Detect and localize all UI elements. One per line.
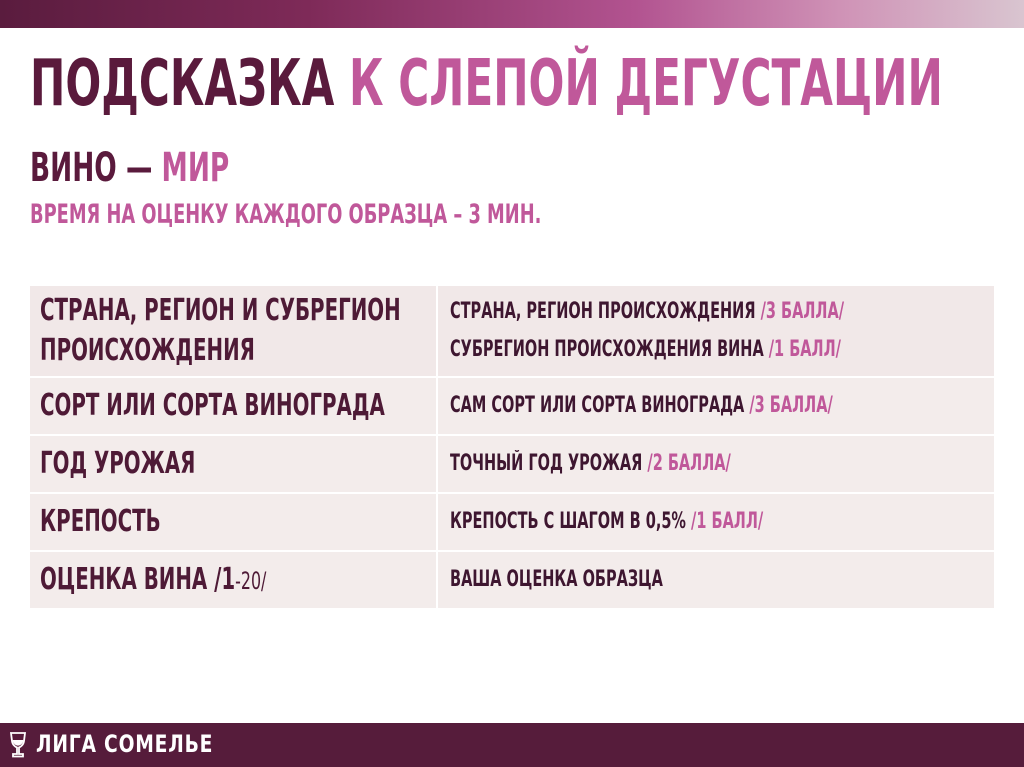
criterion-label-line: СТРАНА, РЕГИОН И СУБРЕГИОН: [40, 293, 401, 328]
criteria-table: [30, 286, 994, 610]
scoring-text: САМ СОРТ ИЛИ СОРТА ВИНОГРАДА: [450, 393, 750, 418]
criterion-cell: [30, 378, 438, 434]
criterion-label: КРЕПОСТЬ: [40, 504, 161, 539]
scoring-cell: [438, 436, 994, 492]
scoring-cell: [438, 286, 1024, 376]
wine-glass-icon: [8, 731, 28, 759]
criterion-cell: [30, 494, 438, 550]
top-gradient-bar: [0, 0, 1024, 28]
subtitle: [30, 145, 230, 191]
time-note: ВРЕМЯ НА ОЦЕНКУ КАЖДОГО ОБРАЗЦА – 3 МИН.: [30, 199, 542, 230]
logo-text: ЛИГА СОМЕЛЬЕ: [36, 730, 214, 758]
criterion-cell: [30, 436, 438, 492]
subtitle-accent: МИР: [161, 145, 230, 191]
scoring-text: СТРАНА, РЕГИОН ПРОИСХОЖДЕНИЯ: [450, 299, 761, 324]
scoring-points: /1 БАЛЛ/: [691, 509, 764, 534]
scoring-line: [450, 503, 809, 541]
scoring-text: СУБРЕГИОН ПРОИСХОЖДЕНИЯ ВИНА: [450, 337, 769, 362]
table-row: [30, 494, 994, 552]
criterion-label: СОРТ ИЛИ СОРТА ВИНОГРАДА: [40, 388, 385, 423]
scoring-line: [450, 561, 809, 599]
title-main: ПОДСКАЗКА: [30, 47, 335, 121]
scoring-cell: [438, 378, 1024, 434]
scoring-cell: [438, 494, 994, 550]
footer-bar: [0, 723, 1024, 767]
criterion-cell: [30, 286, 438, 376]
criterion-label: ГОД УРОЖАЯ: [40, 446, 196, 481]
scoring-points: /3 БАЛЛА/: [760, 299, 844, 324]
scoring-text: КРЕПОСТЬ С ШАГОМ В 0,5%: [450, 509, 692, 534]
criterion-label-main: ОЦЕНКА ВИНА /1: [40, 561, 236, 597]
scoring-text: ВАША ОЦЕНКА ОБРАЗЦА: [450, 567, 663, 592]
scoring-points: /1 БАЛЛ/: [768, 337, 841, 362]
criterion-label-suffix: -20/: [235, 566, 267, 595]
table-row: [30, 378, 994, 436]
criterion-cell: [30, 552, 438, 608]
scoring-line: [450, 331, 844, 369]
table-row: [30, 436, 994, 494]
scoring-text: ТОЧНЫЙ ГОД УРОЖАЯ: [450, 451, 648, 476]
scoring-points: /2 БАЛЛА/: [647, 451, 731, 476]
scoring-line: [450, 387, 833, 425]
criterion-label-line: ПРОИСХОЖДЕНИЯ: [40, 333, 255, 368]
scoring-line: [450, 445, 809, 483]
scoring-cell: [438, 552, 994, 608]
table-row: [30, 286, 994, 378]
scoring-points: /3 БАЛЛА/: [749, 393, 833, 418]
title-accent: К СЛЕПОЙ ДЕГУСТАЦИИ: [349, 47, 943, 121]
criterion-label: [40, 560, 301, 601]
page-title: [30, 47, 943, 121]
subtitle-main: ВИНО —: [30, 145, 153, 191]
scoring-line: [450, 293, 844, 331]
table-row: [30, 552, 994, 610]
